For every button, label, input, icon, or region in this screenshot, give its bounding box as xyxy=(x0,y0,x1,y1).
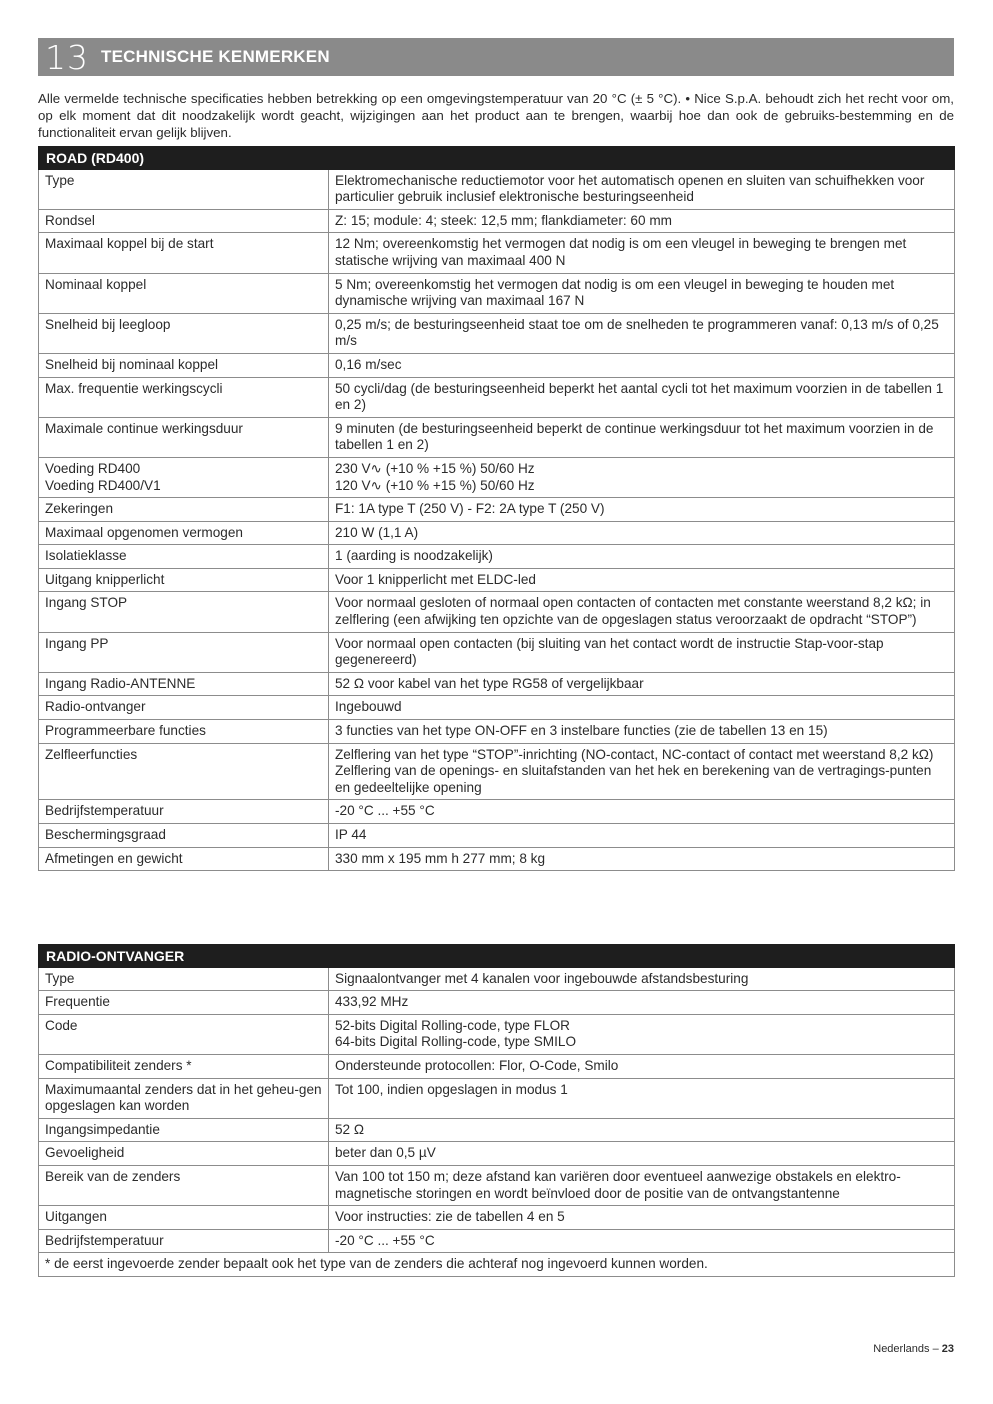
table-row xyxy=(39,1229,955,1253)
spec-value: 50 cycli/dag (de besturingseenheid beperkt het aantal cycli tot het maximum voorzien in de tabellen 1 en 2) xyxy=(329,377,955,417)
spec-label: Ingang STOP xyxy=(39,592,329,632)
table-row xyxy=(39,417,955,457)
spec-value: Ondersteunde protocollen: Flor, O-Code, Smilo xyxy=(329,1054,955,1078)
spec-label: Zelfleerfuncties xyxy=(39,743,329,800)
footer-language: Nederlands – xyxy=(873,1343,942,1355)
spec-value: 210 W (1,1 A) xyxy=(329,521,955,545)
spec-value: 9 minuten (de besturingseenheid beperkt de continue werkingsduur tot het maximum voorzien in de tabellen 1 en 2) xyxy=(329,417,955,457)
spec-label: Compatibiliteit zenders * xyxy=(39,1054,329,1078)
spec-value: Van 100 tot 150 m; deze afstand kan variëren door eventueel aanwezige obstakels en elektro-magnetische storingen en wordt beïnvloed door de positie van de ontvangstantenne xyxy=(329,1165,955,1205)
spec-label: Ingangsimpedantie xyxy=(39,1118,329,1142)
spec-label: Code xyxy=(39,1014,329,1054)
spec-value: Ingebouwd xyxy=(329,696,955,720)
table-row xyxy=(39,1206,955,1230)
spec-label: Programmeerbare functies xyxy=(39,720,329,744)
table-row xyxy=(39,696,955,720)
spec-value: F1: 1A type T (250 V) - F2: 2A type T (250 V) xyxy=(329,498,955,522)
road-table-body xyxy=(39,169,955,871)
table-row xyxy=(39,1142,955,1166)
intro-paragraph: Alle vermelde technische specificaties hebben betrekking op een omgevingstemperatuur van 20 °C (± 5 °C). • Nice S.p.A. behoudt zich het recht voor om, op elk moment dat dit noodzakelijk wordt geacht, wijzigingen aan het product aan te brengen, waarbij hoe dan ook de gebruiks-bestemming en de functionaliteit ervan gelijk blijven. xyxy=(38,91,954,140)
spec-value: 230 V∿ (+10 % +15 %) 50/60 Hz 120 V∿ (+10 % +15 %) 50/60 Hz xyxy=(329,457,955,497)
spec-value: Z: 15; module: 4; steek: 12,5 mm; flankdiameter: 60 mm xyxy=(329,209,955,233)
spec-value: 52 Ω xyxy=(329,1118,955,1142)
spec-value: 3 functies van het type ON-OFF en 3 instelbare functies (zie de tabellen 13 en 15) xyxy=(329,720,955,744)
spec-label: Zekeringen xyxy=(39,498,329,522)
table-row xyxy=(39,353,955,377)
page-number: 23 xyxy=(941,1343,954,1355)
table-row xyxy=(39,233,955,273)
spec-label: Frequentie xyxy=(39,991,329,1015)
spec-label: Type xyxy=(39,169,329,209)
spec-value: -20 °C ... +55 °C xyxy=(329,1229,955,1253)
spec-label: Bedrijfstemperatuur xyxy=(39,1229,329,1253)
spec-label: Ingang Radio-ANTENNE xyxy=(39,672,329,696)
table-row xyxy=(39,1165,955,1205)
table-row xyxy=(39,313,955,353)
page-footer xyxy=(873,1343,954,1355)
table-row xyxy=(39,457,955,497)
spec-value: -20 °C ... +55 °C xyxy=(329,800,955,824)
section-header xyxy=(38,38,954,76)
table-row xyxy=(39,498,955,522)
table-row xyxy=(39,824,955,848)
table-row xyxy=(39,632,955,672)
spec-value: Signaalontvanger met 4 kanalen voor ingebouwde afstandsbesturing xyxy=(329,967,955,991)
table-row xyxy=(39,273,955,313)
spec-label: Afmetingen en gewicht xyxy=(39,847,329,871)
spec-value: 0,25 m/s; de besturingseenheid staat toe om de snelheden te programmeren vanaf: 0,13 m/s of 0,25 m/s xyxy=(329,313,955,353)
spec-label: Bereik van de zenders xyxy=(39,1165,329,1205)
spec-label: Rondsel xyxy=(39,209,329,233)
spec-value: Voor instructies: zie de tabellen 4 en 5 xyxy=(329,1206,955,1230)
table-header-row xyxy=(39,945,955,968)
table-row xyxy=(39,592,955,632)
footnote: * de eerst ingevoerde zender bepaalt ook het type van de zenders die achteraf nog ingevoerd kunnen worden. xyxy=(39,1253,955,1277)
spec-value: Elektromechanische reductiemotor voor het automatisch openen en sluiten van schuifhekken voor particulier gebruik inclusief elektronische besturingseenheid xyxy=(329,169,955,209)
table-row xyxy=(39,967,955,991)
road-table-title: ROAD (RD400) xyxy=(39,147,955,170)
spec-label: Uitgangen xyxy=(39,1206,329,1230)
table-row xyxy=(39,545,955,569)
spec-value: 330 mm x 195 mm h 277 mm; 8 kg xyxy=(329,847,955,871)
spec-value: 52-bits Digital Rolling-code, type FLOR 64-bits Digital Rolling-code, type SMILO xyxy=(329,1014,955,1054)
spec-value: Tot 100, indien opgeslagen in modus 1 xyxy=(329,1078,955,1118)
spec-label: Uitgang knipperlicht xyxy=(39,568,329,592)
table-row xyxy=(39,1014,955,1054)
spec-label: Radio-ontvanger xyxy=(39,696,329,720)
footnote-row xyxy=(39,1253,955,1277)
table-row xyxy=(39,169,955,209)
spec-value: 52 Ω voor kabel van het type RG58 of vergelijkbaar xyxy=(329,672,955,696)
spec-label: Ingang PP xyxy=(39,632,329,672)
table-row xyxy=(39,847,955,871)
spec-value: Voor normaal open contacten (bij sluiting van het contact wordt de instructie Stap-voor-stap gegenereerd) xyxy=(329,632,955,672)
spec-value: 1 (aarding is noodzakelijk) xyxy=(329,545,955,569)
radio-table-title: RADIO-ONTVANGER xyxy=(39,945,955,968)
spec-value: Voor 1 knipperlicht met ELDC-led xyxy=(329,568,955,592)
table-row xyxy=(39,1078,955,1118)
spec-value: 433,92 MHz xyxy=(329,991,955,1015)
spec-value: IP 44 xyxy=(329,824,955,848)
spec-label: Max. frequentie werkingscycli xyxy=(39,377,329,417)
spec-label: Voeding RD400 Voeding RD400/V1 xyxy=(39,457,329,497)
spec-label: Type xyxy=(39,967,329,991)
spec-label: Beschermingsgraad xyxy=(39,824,329,848)
table-row xyxy=(39,720,955,744)
table-row xyxy=(39,568,955,592)
table-row xyxy=(39,991,955,1015)
table-row xyxy=(39,521,955,545)
table-row xyxy=(39,1118,955,1142)
table-row xyxy=(39,1054,955,1078)
spec-value: Zelflering van het type “STOP”-inrichting (NO-contact, NC-contact of contact met weerstand 8,2 kΩ) Zelflering van de openings- en sluitafstanden van het hek en berekening van de vertragings-punten en gedeeltelijke opening xyxy=(329,743,955,800)
spec-label: Maximaal koppel bij de start xyxy=(39,233,329,273)
section-title: TECHNISCHE KENMERKEN xyxy=(101,47,330,66)
spec-value: 12 Nm; overeenkomstig het vermogen dat nodig is om een vleugel in beweging te brengen met statische wrijving van maximaal 400 N xyxy=(329,233,955,273)
spec-label: Gevoeligheid xyxy=(39,1142,329,1166)
radio-table-body xyxy=(39,967,955,1253)
spec-value: 5 Nm; overeenkomstig het vermogen dat nodig is om een vleugel in beweging te houden met dynamische wrijving van maximaal 167 N xyxy=(329,273,955,313)
table-row xyxy=(39,672,955,696)
table-row xyxy=(39,377,955,417)
spec-label: Maximale continue werkingsduur xyxy=(39,417,329,457)
road-spec-table xyxy=(38,146,955,871)
spec-label: Maximumaantal zenders dat in het geheu-gen opgeslagen kan worden xyxy=(39,1078,329,1118)
spec-label: Snelheid bij nominaal koppel xyxy=(39,353,329,377)
table-row xyxy=(39,209,955,233)
table-header-row xyxy=(39,147,955,170)
spec-value: 0,16 m/sec xyxy=(329,353,955,377)
spec-value: Voor normaal gesloten of normaal open contacten of contacten met constante weerstand 8,2 kΩ; in zelflering (een afwijking ten opzichte van de opgeslagen status veroorzaakt de opdracht “STOP”) xyxy=(329,592,955,632)
spec-label: Snelheid bij leegloop xyxy=(39,313,329,353)
radio-spec-table xyxy=(38,944,955,1277)
spec-value: beter dan 0,5 µV xyxy=(329,1142,955,1166)
spec-label: Isolatieklasse xyxy=(39,545,329,569)
spec-label: Bedrijfstemperatuur xyxy=(39,800,329,824)
chapter-number: 13 xyxy=(45,37,89,77)
table-row xyxy=(39,800,955,824)
table-row xyxy=(39,743,955,800)
spec-label: Nominaal koppel xyxy=(39,273,329,313)
spec-label: Maximaal opgenomen vermogen xyxy=(39,521,329,545)
